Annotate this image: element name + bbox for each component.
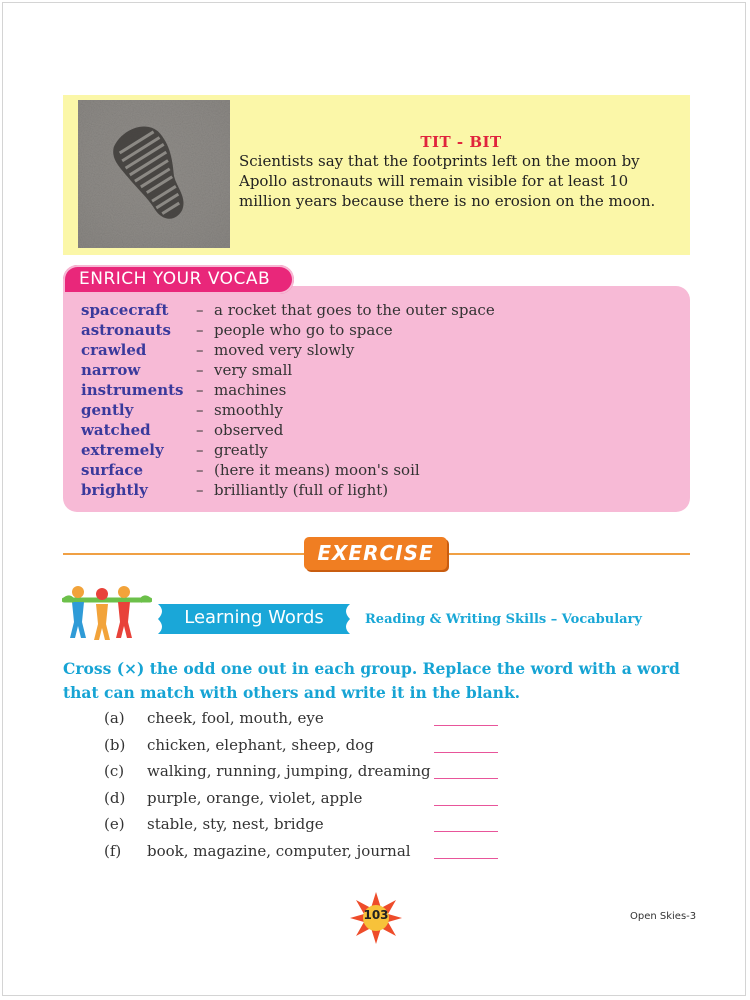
titbit-heading: TIT - BIT	[420, 133, 502, 151]
titbit-box	[63, 95, 690, 255]
children-icon	[62, 584, 152, 640]
vocab-meaning: moved very slowly	[214, 341, 355, 359]
question-letter: (d)	[104, 788, 126, 807]
moon-footprint-image	[78, 100, 230, 248]
question-words: stable, sty, nest, bridge	[147, 815, 324, 834]
question-words: walking, running, jumping, dreaming	[147, 762, 431, 781]
vocab-dash: –	[196, 481, 204, 499]
skill-label: Reading & Writing Skills – Vocabulary	[365, 612, 642, 627]
question-item	[104, 788, 504, 810]
answer-blank	[434, 778, 498, 779]
answer-blank	[434, 831, 498, 832]
question-item	[104, 708, 504, 730]
vocab-term: surface	[81, 461, 144, 479]
question-words: cheek, fool, mouth, eye	[147, 709, 324, 727]
vocab-term: watched	[81, 421, 151, 439]
vocab-dash: –	[196, 441, 204, 459]
vocab-meaning: observed	[214, 421, 284, 439]
vocab-meaning: a rocket that goes to the outer space	[214, 301, 495, 319]
learning-words-title: Learning Words	[184, 607, 324, 628]
exercise-instruction: Cross (×) the odd one out in each group. Replace the word with a word that can match with others and write it in the blank.	[63, 659, 680, 702]
vocab-term: astronauts	[81, 321, 171, 339]
vocab-meaning: machines	[214, 381, 287, 399]
book-name: Open Skies-3	[630, 911, 697, 922]
vocab-term: narrow	[81, 361, 141, 379]
question-words: purple, orange, violet, apple	[147, 788, 363, 807]
question-letter: (b)	[104, 735, 126, 754]
question-letter: (f)	[104, 842, 122, 860]
vocab-meaning: (here it means) moon's soil	[214, 461, 420, 479]
titbit-text: Scientists say that the footprints left on the moon by Apollo astronauts will remain visible for at least 10 million years because there is no erosion on the moon.	[239, 152, 656, 210]
vocab-dash: –	[196, 321, 204, 339]
answer-blank	[434, 858, 498, 859]
question-letter: (a)	[104, 709, 125, 727]
answer-blank	[434, 725, 498, 726]
vocab-meaning: brilliantly (full of light)	[214, 481, 389, 499]
vocab-term: instruments	[81, 381, 184, 399]
vocab-dash: –	[196, 461, 204, 479]
exercise-title: EXERCISE	[317, 541, 434, 565]
question-item	[104, 814, 504, 836]
vocab-meaning: smoothly	[214, 401, 283, 419]
answer-blank	[434, 752, 498, 753]
vocab-term: gently	[81, 401, 134, 419]
vocab-meaning: greatly	[214, 441, 268, 459]
vocab-dash: –	[196, 361, 204, 379]
vocab-title-tab	[63, 265, 294, 294]
question-letter: (c)	[104, 762, 125, 781]
vocab-box	[63, 286, 690, 512]
vocab-dash: –	[196, 341, 204, 359]
exercise-badge	[304, 537, 447, 570]
question-item	[104, 841, 504, 863]
vocab-dash: –	[196, 401, 204, 419]
vocab-dash: –	[196, 301, 204, 319]
vocab-term: crawled	[81, 341, 147, 359]
vocab-meaning: people who go to space	[214, 321, 393, 339]
learning-words-banner	[152, 600, 356, 638]
vocab-term: extremely	[81, 441, 164, 459]
question-words: book, magazine, computer, journal	[147, 842, 411, 860]
page-number: 103	[363, 908, 389, 922]
question-item	[104, 735, 504, 757]
vocab-title: ENRICH YOUR VOCAB	[79, 269, 271, 289]
question-words: chicken, elephant, sheep, dog	[147, 735, 374, 754]
question-item	[104, 761, 504, 783]
answer-blank	[434, 805, 498, 806]
question-letter: (e)	[104, 815, 125, 834]
vocab-term: brightly	[81, 481, 148, 499]
vocab-term: spacecraft	[81, 301, 169, 319]
vocab-dash: –	[196, 421, 204, 439]
vocab-meaning: very small	[214, 361, 293, 379]
vocab-dash: –	[196, 381, 204, 399]
